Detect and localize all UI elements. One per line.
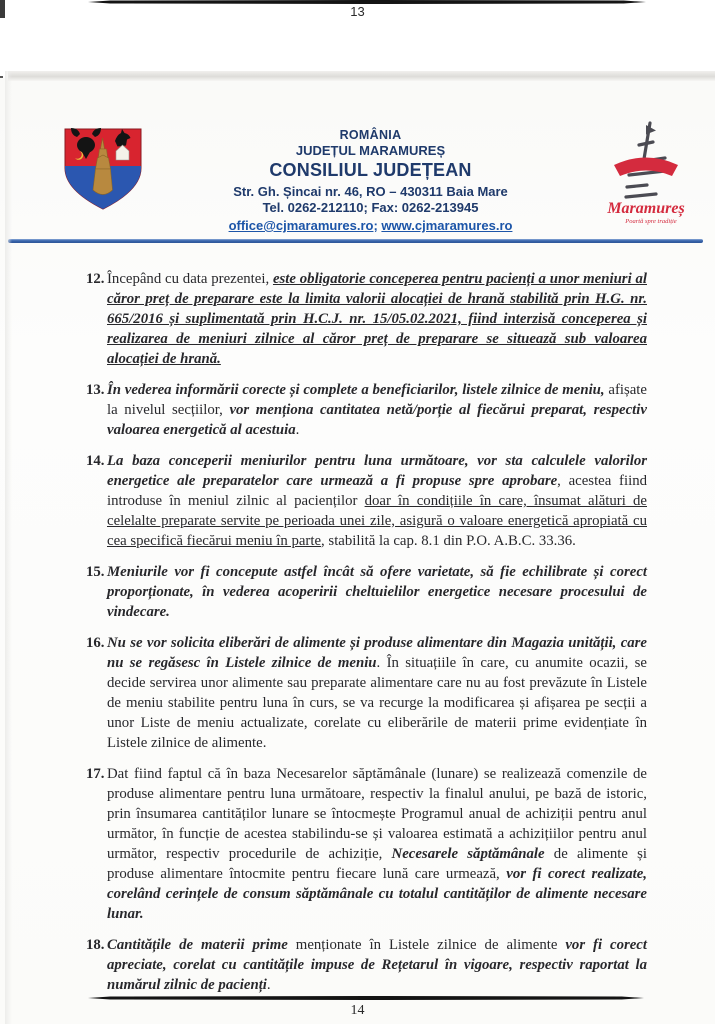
paragraph	[86, 380, 647, 440]
header-institution: CONSILIUL JUDEȚEAN	[269, 160, 472, 180]
paragraph	[86, 269, 647, 369]
scan-artifact	[0, 0, 5, 18]
text-segment: doar în condițiile în care, însumat alături de celelalte preparate servite pe perioada unei zile, asigură o valoare energetică apropiată cu cea specifică fiecărui meniu în parte	[107, 493, 647, 549]
paragraph	[86, 935, 647, 995]
header-country: ROMÂNIA	[339, 128, 402, 142]
previous-page-number: 13	[350, 4, 365, 19]
paragraph-number: 12.	[86, 271, 105, 287]
text-segment: de alimente și produse alimentare întocmite pentru fiecare lună care urmează,	[107, 846, 647, 882]
coat-of-arms-icon	[58, 126, 148, 214]
footer-rule	[88, 996, 644, 1000]
text-segment: vor fi corect apreciate, corelat cu cantitățile impuse de Rețetarul în vigoare, respectiv raportat la numărul zilnic de pacienți	[107, 937, 647, 993]
letterhead	[0, 78, 715, 233]
header-phone-fax: Tel. 0262-212110; Fax: 0262-213945	[262, 200, 479, 215]
photo-edge	[5, 71, 12, 1024]
paragraph	[86, 562, 647, 622]
text-segment: Cantitățile de materii prime	[107, 937, 288, 953]
text-segment: afișate la nivelul secțiilor,	[107, 382, 647, 418]
website-link: www.cjmaramures.ro	[381, 218, 513, 233]
text-segment: . În situațiile în care, cu anumite ocazii, se decide servirea unor alimente sau preparate alimentare care nu au fost prevăzute în Listele de meniu stabilite pentru luna în curs, se va recurge la modificarea și afișarea pe secții a unor Liste de meniu actualizate, corelate cu eliberările de materii prime evidențiate în Listele zilnice de alimente.	[107, 655, 647, 751]
header-county: JUDEȚUL MARAMUREȘ	[295, 143, 446, 158]
letterhead-text	[148, 118, 593, 233]
photo-edge	[8, 71, 715, 81]
text-segment: .	[295, 422, 300, 438]
paragraph	[86, 764, 647, 924]
paragraph-number: 17.	[86, 766, 105, 782]
paragraph-number: 16.	[86, 635, 105, 651]
paragraph-number: 18.	[86, 937, 105, 953]
text-segment: La baza conceperii meniurilor pentru luna următoare, vor sta calculele valorilor energetice ale preparatelor care urmează a fi propuse spre aprobare	[107, 453, 647, 489]
text-segment: vor menționa cantitatea netă/porție al fiecărui preparat, respectiv valoarea energetică al acestuia	[107, 402, 647, 438]
text-segment: vor fi corect realizate, corelând cerințele de consum săptămânale cu totalul cantităților de alimente necesare lunar.	[107, 866, 648, 922]
paragraph-number: 15.	[86, 564, 105, 580]
maramures-logo-icon	[593, 118, 699, 228]
text-segment: Dat fiind faptul că în baza Necesarelor săptămânale (lunare) se realizează comenzile de produse alimentare pentru luna următoare, respectiv la finalul anului, pe bază de istoric, prin însumarea cantităților lunare se întocmește Programul anual de achiziții pentru anul următor, în funcție de acestea stabilindu-se și valoarea estimată a achizițiilor pentru anul următor, respectiv procedurile de achiziție,	[107, 766, 647, 862]
document-body	[0, 243, 715, 995]
paragraph	[86, 633, 647, 753]
logo-wordmark: Maramureș	[607, 200, 685, 217]
email-link: office@cjmaramures.ro	[228, 218, 374, 233]
header-contact-links	[148, 218, 593, 233]
photographed-page	[0, 78, 715, 1024]
text-segment: .	[266, 977, 271, 993]
paragraph-number: 13.	[86, 382, 105, 398]
text-segment: menționate în Listele zilnice de alimente	[287, 937, 566, 953]
text-segment: este obligatorie conceperea pentru pacienți a unor meniuri al căror preț de preparare este la limita valorii alocației de hrană stabilită prin H.G. nr. 665/2016 și suplimentată prin H.C.J. nr. 15/05.02.2021, fiind interzisă conceperea și realizarea de meniuri zilnice al căror preț de preparare se situează sub valoarea alocației de hrană.	[107, 271, 647, 367]
text-segment: , stabilită la cap. 8.1 din P.O. A.B.C. 33.36.	[321, 533, 576, 549]
text-segment: Nu se vor solicita eliberări de alimente și produse alimentare din Magazia unității, care nu se regăsesc în Listele zilnice de meniu	[107, 635, 647, 671]
logo-tagline: Poartă spre tradiție	[625, 218, 677, 225]
text-segment: Meniurile vor fi concepute astfel încât să ofere varietate, să fie echilibrate și corect proporționate, în vederea acoperirii cheltuielilor energetice necesare procesului de vindecare.	[107, 564, 647, 620]
text-segment: Necesarele săptămânale	[391, 846, 545, 862]
paragraph-number: 14.	[86, 453, 105, 469]
text-segment: , acestea fiind introduse în meniul zilnic al pacienților	[107, 473, 647, 509]
header-address: Str. Gh. Șincai nr. 46, RO – 430311 Baia Mare	[233, 184, 508, 199]
link-separator: ;	[373, 218, 382, 233]
paragraph	[86, 451, 647, 551]
text-segment: În vederea informării corecte și complete a beneficiarilor, listele zilnice de meniu,	[107, 382, 609, 398]
page-number: 14	[350, 1003, 365, 1018]
text-segment: Începând cu data prezentei,	[107, 271, 273, 287]
